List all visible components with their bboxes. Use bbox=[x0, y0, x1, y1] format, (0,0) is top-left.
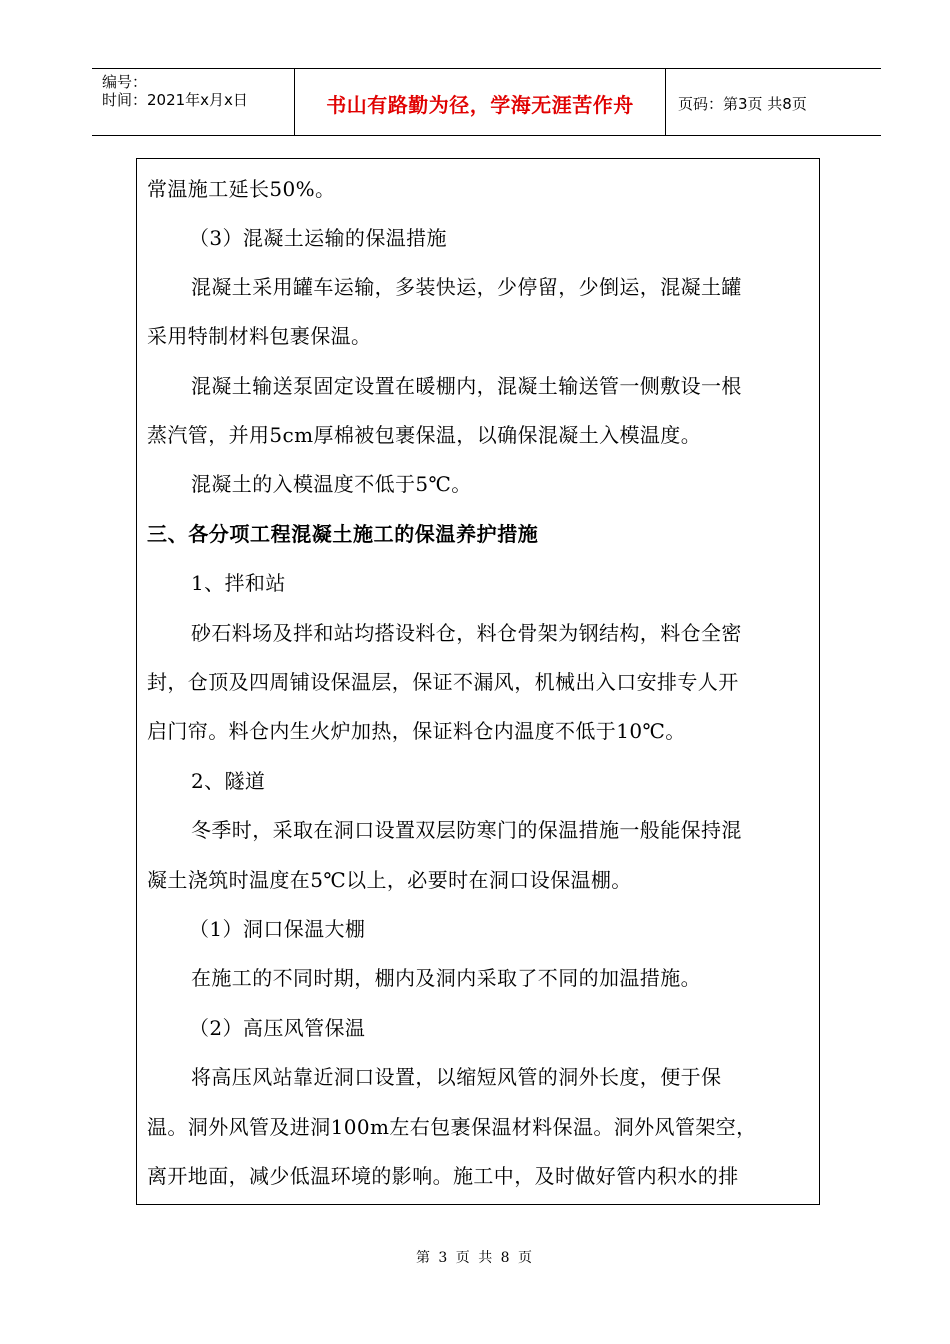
page-footer: 第 3 页 共 8 页 bbox=[415, 1250, 535, 1266]
body-line: 温。洞外风管及进洞100m左右包裹保温材料保温。洞外风管架空， bbox=[147, 1115, 757, 1139]
body-line: 在施工的不同时期，棚内及洞内采取了不同的加温措施。 bbox=[191, 966, 701, 990]
subheading-tunnel: 2、隧道 bbox=[191, 769, 266, 793]
header-meta-cell bbox=[92, 69, 294, 135]
body-line: 采用特制材料包裹保温。 bbox=[147, 324, 372, 348]
body-line: 启门帘。料仓内生火炉加热，保证料仓内温度不低于10℃。 bbox=[147, 719, 686, 743]
subheading-transport: （3）混凝土运输的保温措施 bbox=[189, 226, 447, 250]
header-motto-cell bbox=[294, 69, 666, 135]
body-line: 混凝土输送泵固定设置在暖棚内，混凝土输送管一侧敷设一根 bbox=[191, 374, 742, 398]
body-line: 将高压风站靠近洞口设置，以缩短风管的洞外长度，便于保 bbox=[191, 1065, 722, 1089]
subheading-portal-shed: （1）洞口保温大棚 bbox=[189, 917, 366, 941]
content-box bbox=[136, 158, 820, 1205]
body-line: 封，仓顶及四周铺设保温层，保证不漏风，机械出入口安排专人开 bbox=[147, 670, 739, 694]
time-label: 时间：2021年x月x日 bbox=[102, 91, 248, 109]
body-line: 离开地面，减少低温环境的影响。施工中，及时做好管内积水的排 bbox=[147, 1164, 739, 1188]
document-header bbox=[92, 68, 881, 136]
motto-text: 书山有路勤为径，学海无涯苦作舟 bbox=[326, 93, 634, 117]
header-page-cell bbox=[666, 69, 881, 135]
section-heading: 三、各分项工程混凝土施工的保温养护措施 bbox=[147, 522, 539, 546]
body-line: 混凝土采用罐车运输，多装快运，少停留，少倒运，混凝土罐 bbox=[191, 275, 742, 299]
body-line: 蒸汽管，并用5cm厚棉被包裹保温，以确保混凝土入模温度。 bbox=[147, 423, 702, 447]
body-line: 凝土浇筑时温度在5℃以上，必要时在洞口设保温棚。 bbox=[147, 868, 632, 892]
subheading-air-pipe: （2）高压风管保温 bbox=[189, 1016, 366, 1040]
body-line: 常温施工延长50%。 bbox=[147, 177, 336, 201]
page-info: 页码：第3页 共8页 bbox=[678, 95, 807, 113]
body-line: 砂石料场及拌和站均搭设料仓，料仓骨架为钢结构，料仓全密 bbox=[191, 621, 742, 645]
body-line: 混凝土的入模温度不低于5℃。 bbox=[191, 472, 472, 496]
subheading-mixing-station: 1、拌和站 bbox=[191, 571, 286, 595]
body-line: 冬季时，采取在洞口设置双层防寒门的保温措施一般能保持混 bbox=[191, 818, 742, 842]
serial-number-label: 编号： bbox=[102, 73, 148, 91]
